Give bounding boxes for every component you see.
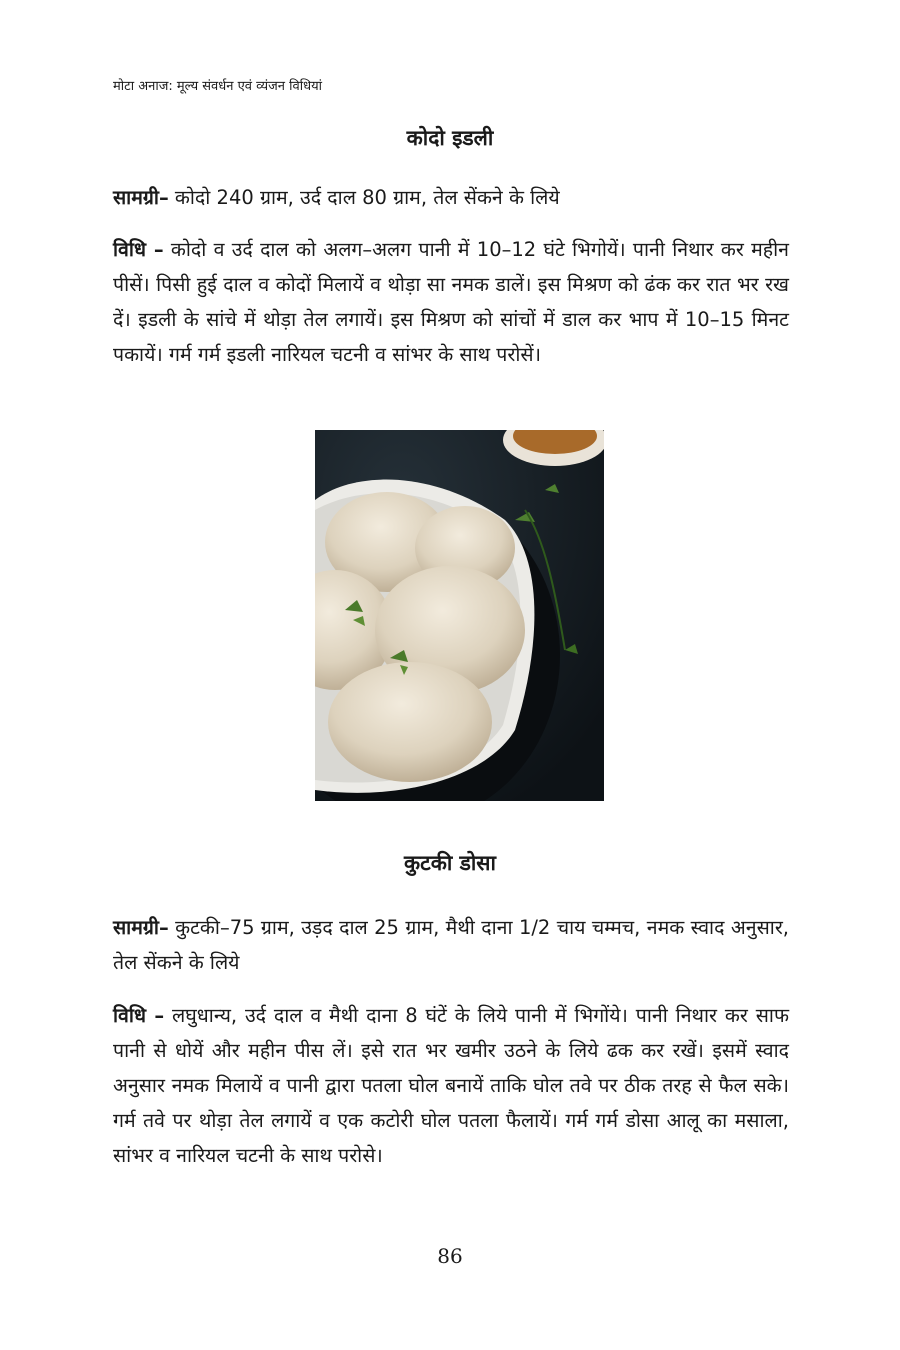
idli-illustration: [315, 430, 604, 801]
ingredients-label: सामग्री–: [113, 186, 169, 209]
recipe-title-kodo-idli: कोदो इडली: [406, 126, 494, 150]
recipe2-method: [113, 998, 789, 1173]
ingredients-label: सामग्री–: [113, 916, 169, 939]
running-header: मोटा अनाज: मूल्य संवर्धन एवं व्यंजन विधियां: [113, 79, 323, 94]
ingredients-text: कोदो 240 ग्राम, उर्द दाल 80 ग्राम, तेल सेंकने के लिये: [168, 186, 560, 209]
page-number: 86: [437, 1244, 463, 1268]
method-text: लघुधान्य, उर्द दाल व मैथी दाना 8 घंटें के लिये पानी में भिगोंये। पानी निथार कर साफ पानी से धोयें और महीन पीस लें। इसे रात भर खमीर उठने के लिये ढक कर रखें। इसमें स्वाद अनुसार नमक मिलायें व पानी द्वारा पतला घोल बनायें ताकि घोल तवे पर ठीक तरह से फैल सके। गर्म तवे पर थोड़ा तेल लगायें व एक कटोरी घोल पतला फैलायें। गर्म गर्म डोसा आलू का मसाला, सांभर व नारियल चटनी के साथ परोसे।: [113, 1004, 789, 1167]
recipe2-ingredients: [113, 910, 789, 980]
method-label: विधि –: [113, 238, 164, 261]
idli-photo: [315, 430, 604, 801]
recipe1-method: [113, 232, 789, 372]
method-text: कोदो व उर्द दाल को अलग–अलग पानी में 10–12 घंटे भिगोयें। पानी निथार कर महीन पीसें। पिसी हुई दाल व कोदों मिलायें व थोड़ा सा नमक डालें। इस मिश्रण को ढंक कर रात भर रख दें। इडली के सांचे में थोड़ा तेल लगायें। इस मिश्रण को सांचों में डाल कर भाप में 10–15 मिनट पकायें। गर्म गर्म इडली नारियल चटनी व सांभर के साथ परोसें।: [113, 238, 789, 366]
ingredients-text: कुटकी–75 ग्राम, उड़द दाल 25 ग्राम, मैथी दाना 1/2 चाय चम्मच, नमक स्वाद अनुसार, तेल सेंकने के लिये: [113, 916, 789, 974]
recipe-title-kutki-dosa: कुटकी डोसा: [404, 851, 496, 875]
recipe1-ingredients: [113, 180, 789, 215]
method-label: विधि –: [113, 1004, 165, 1027]
